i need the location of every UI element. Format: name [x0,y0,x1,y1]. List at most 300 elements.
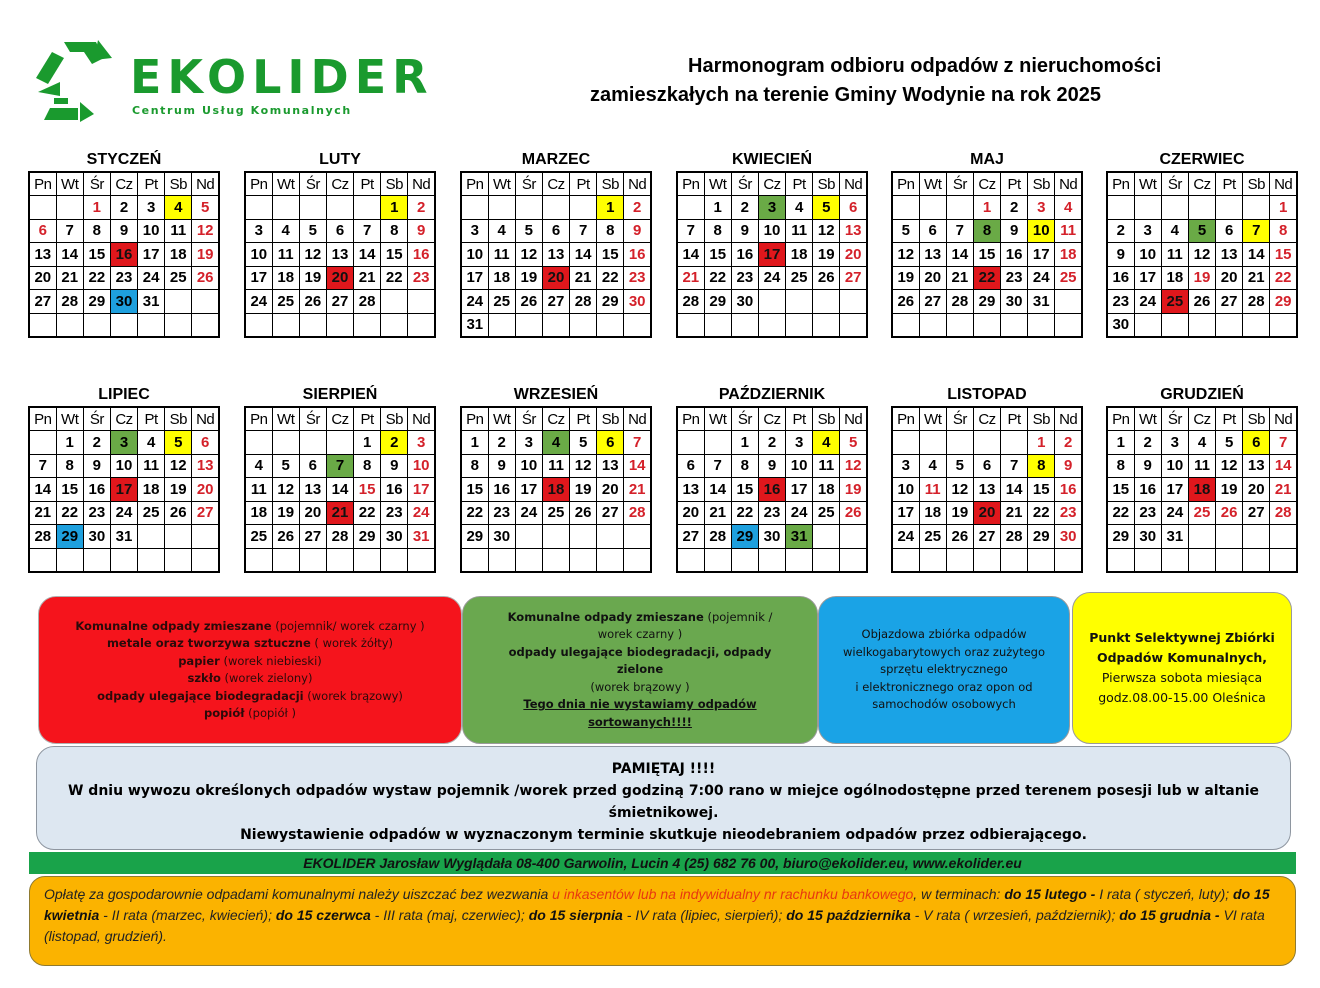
empty-day-cell [381,548,408,572]
weekday-label: Pt [1216,407,1243,431]
week-row [245,219,435,243]
week-row [245,243,435,267]
day-cell: 6 [1243,431,1270,455]
day-cell: 27 [1216,290,1243,314]
day-cell: 30 [1134,525,1161,549]
weekday-label: Cz [973,407,1000,431]
day-cell: 28 [1270,501,1297,525]
day-cell: 20 [1216,266,1243,290]
day-cell: 19 [299,266,326,290]
day-cell: 1 [704,196,731,220]
empty-day-cell [919,196,946,220]
day-cell: 16 [758,478,785,502]
weekday-label: Nd [192,172,219,196]
weekday-label: Nd [624,407,651,431]
week-row [245,501,435,525]
day-cell: 30 [1001,290,1028,314]
empty-day-cell [786,290,813,314]
day-cell: 9 [408,219,435,243]
day-cell: 23 [1107,290,1134,314]
day-cell: 15 [597,243,624,267]
day-cell: 8 [461,454,488,478]
day-cell: 26 [1188,290,1215,314]
day-cell: 8 [83,219,110,243]
day-cell: 30 [731,290,758,314]
day-cell: 3 [461,219,488,243]
legend-red-line: szkło [187,671,221,685]
day-cell: 2 [1134,431,1161,455]
day-cell: 21 [1243,266,1270,290]
day-cell: 13 [29,243,56,267]
day-cell: 21 [704,501,731,525]
week-row [1107,266,1297,290]
month-calendar [676,149,868,338]
day-cell: 14 [570,243,597,267]
weekday-label: Pn [1107,407,1134,431]
day-cell: 12 [165,454,192,478]
day-cell: 30 [1107,313,1134,337]
day-cell: 20 [299,501,326,525]
weekday-label: Cz [758,407,785,431]
week-row [1107,313,1297,337]
week-row [892,243,1082,267]
day-cell: 4 [813,431,840,455]
day-cell: 18 [542,478,569,502]
day-cell: 27 [840,266,867,290]
empty-day-cell [83,548,110,572]
weekday-label: Cz [542,407,569,431]
empty-day-cell [1055,313,1082,337]
payment-deadline: do 15 czerwca [275,907,371,923]
day-cell: 14 [1243,243,1270,267]
weekday-label: Pt [138,172,165,196]
month-table [460,171,652,338]
day-cell: 1 [1270,196,1297,220]
empty-day-cell [570,548,597,572]
week-row [461,478,651,502]
day-cell: 22 [461,501,488,525]
day-cell: 24 [245,290,272,314]
legend-red-line: popiół [204,706,245,720]
weekday-label: Wt [704,172,731,196]
remember-line: W dniu wywozu określonych odpadów wystaw pojemnik /worek przed godziną 7:00 rano w miejce ogólnodostępne przed terenem posesji lub w altanie śmietnikowej. [67,783,1260,821]
day-cell: 18 [245,501,272,525]
empty-day-cell [1188,196,1215,220]
empty-day-cell [1107,196,1134,220]
day-cell: 25 [138,501,165,525]
page-title [560,52,1260,110]
day-cell: 23 [408,266,435,290]
payment-installment: - III rata (maj, czerwiec); [370,907,529,923]
weekday-label: Nd [624,172,651,196]
day-cell: 9 [1134,454,1161,478]
weekday-label: Wt [919,172,946,196]
day-cell: 14 [946,243,973,267]
empty-day-cell [704,313,731,337]
day-cell: 3 [758,196,785,220]
week-row [1107,431,1297,455]
empty-day-cell [381,290,408,314]
empty-day-cell [570,525,597,549]
weekday-label: Pt [138,407,165,431]
day-cell: 21 [1001,501,1028,525]
day-cell: 14 [624,454,651,478]
weekday-label: Śr [515,172,542,196]
empty-day-cell [1188,525,1215,549]
empty-day-cell [165,525,192,549]
day-cell: 17 [461,266,488,290]
day-cell: 10 [110,454,137,478]
weekday-label: Śr [299,407,326,431]
day-cell: 15 [973,243,1000,267]
day-cell: 1 [56,431,83,455]
week-row [1107,548,1297,572]
day-cell: 12 [892,243,919,267]
day-cell: 6 [326,219,353,243]
day-cell: 28 [570,290,597,314]
payment-deadline: do 15 października [786,907,911,923]
day-cell: 17 [1134,266,1161,290]
week-row [29,219,219,243]
day-cell: 24 [1161,501,1188,525]
day-cell: 5 [892,219,919,243]
payment-installment: - V rata ( wrzesień, październik); [910,907,1120,923]
weekday-header-row [29,407,219,431]
legend-red-note: (pojemnik/ worek czarny ) [271,618,425,633]
empty-day-cell [892,196,919,220]
day-cell: 7 [677,219,704,243]
empty-day-cell [461,548,488,572]
weekday-label: Pt [1001,407,1028,431]
day-cell: 22 [597,266,624,290]
day-cell: 23 [1001,266,1028,290]
weekday-label: Wt [704,407,731,431]
weekday-label: Wt [56,172,83,196]
month-name: MAJ [970,151,1004,168]
weekday-label: Wt [1134,407,1161,431]
empty-day-cell [408,290,435,314]
empty-day-cell [326,313,353,337]
day-cell: 25 [786,266,813,290]
week-row [892,290,1082,314]
weekday-label: Pt [354,407,381,431]
day-cell: 2 [83,431,110,455]
day-cell: 7 [570,219,597,243]
month-name: LISTOPAD [947,386,1027,403]
day-cell: 14 [29,478,56,502]
weekday-label: Cz [973,172,1000,196]
week-row [461,313,651,337]
empty-day-cell [29,313,56,337]
empty-day-cell [731,548,758,572]
day-cell: 26 [299,290,326,314]
day-cell: 27 [677,525,704,549]
day-cell: 4 [1188,431,1215,455]
empty-day-cell [299,196,326,220]
weekday-label: Cz [1188,407,1215,431]
week-row [677,501,867,525]
day-cell: 11 [138,454,165,478]
week-row [1107,525,1297,549]
day-cell: 12 [840,454,867,478]
day-cell: 15 [381,243,408,267]
day-cell: 6 [677,454,704,478]
day-cell: 27 [326,290,353,314]
day-cell: 10 [1161,454,1188,478]
day-cell: 13 [973,478,1000,502]
empty-day-cell [192,290,219,314]
empty-day-cell [1134,313,1161,337]
empty-day-cell [677,548,704,572]
day-cell: 30 [110,290,137,314]
empty-day-cell [1107,548,1134,572]
week-row [461,454,651,478]
day-cell: 15 [83,243,110,267]
day-cell: 12 [1188,243,1215,267]
day-cell: 2 [408,196,435,220]
empty-day-cell [570,313,597,337]
month-calendar [676,384,868,573]
day-cell: 23 [1134,501,1161,525]
legend-blue-line: wielkogabarytowych oraz zużytego [843,644,1045,659]
day-cell: 23 [110,266,137,290]
legend-green-note: (pojemnik / worek czarny ) [597,609,773,642]
day-cell: 9 [624,219,651,243]
day-cell: 19 [813,243,840,267]
payment-text: Opłatę za gospodarownie odpadami komunalnymi należy uiszczać bez wezwania [44,886,553,902]
day-cell: 16 [731,243,758,267]
day-cell: 4 [272,219,299,243]
legend-pszok [1072,592,1292,744]
empty-day-cell [1161,313,1188,337]
empty-day-cell [1055,548,1082,572]
week-row [677,431,867,455]
day-cell: 16 [110,243,137,267]
empty-day-cell [1001,548,1028,572]
day-cell: 26 [165,501,192,525]
month-name: STYCZEŃ [86,151,162,168]
day-cell: 5 [840,431,867,455]
day-cell: 28 [704,525,731,549]
day-cell: 13 [597,454,624,478]
empty-day-cell [973,313,1000,337]
week-row [892,454,1082,478]
month-table [1106,406,1298,573]
weekday-label: Pn [677,407,704,431]
legend-blue-line: sprzętu elektrycznego [880,662,1008,677]
weekday-label: Nd [1270,407,1297,431]
day-cell: 11 [919,478,946,502]
day-cell: 16 [488,478,515,502]
week-row [245,196,435,220]
day-cell: 12 [192,219,219,243]
empty-day-cell [946,548,973,572]
day-cell: 6 [1216,219,1243,243]
empty-day-cell [946,196,973,220]
week-row [245,313,435,337]
day-cell: 14 [326,478,353,502]
empty-day-cell [1161,196,1188,220]
empty-day-cell [272,313,299,337]
day-cell: 11 [786,219,813,243]
empty-day-cell [624,313,651,337]
day-cell: 24 [461,290,488,314]
day-cell: 16 [624,243,651,267]
remember-heading: PAMIĘTAJ !!!! [611,761,716,777]
day-cell: 18 [1055,243,1082,267]
week-row [677,243,867,267]
empty-day-cell [56,313,83,337]
empty-day-cell [1270,313,1297,337]
empty-day-cell [704,548,731,572]
day-cell: 25 [1188,501,1215,525]
empty-day-cell [786,548,813,572]
empty-day-cell [299,313,326,337]
weekday-label: Sb [1243,407,1270,431]
empty-day-cell [1055,290,1082,314]
weekday-label: Wt [272,172,299,196]
day-cell: 1 [354,431,381,455]
weekday-label: Nd [1055,407,1082,431]
empty-day-cell [919,313,946,337]
day-cell: 25 [488,290,515,314]
day-cell: 11 [165,219,192,243]
day-cell: 6 [542,219,569,243]
empty-day-cell [840,548,867,572]
empty-day-cell [1243,196,1270,220]
weekday-label: Cz [110,172,137,196]
empty-day-cell [1028,548,1055,572]
weekday-label: Śr [946,407,973,431]
day-cell: 20 [677,501,704,525]
legend-red-line: Komunalne odpady zmieszane [75,618,272,633]
day-cell: 3 [1161,431,1188,455]
week-row [1107,290,1297,314]
day-cell: 17 [1161,478,1188,502]
weekday-header-row [677,172,867,196]
legend-green-note: (worek brązowy ) [590,679,690,694]
empty-day-cell [56,196,83,220]
day-cell: 14 [677,243,704,267]
payment-notice [29,876,1296,966]
empty-day-cell [786,313,813,337]
month-name: WRZESIEŃ [513,386,599,403]
day-cell: 17 [408,478,435,502]
weekday-label: Nd [192,407,219,431]
day-cell: 4 [786,196,813,220]
day-cell: 28 [56,290,83,314]
week-row [677,219,867,243]
day-cell: 27 [542,290,569,314]
weekday-label: Cz [1188,172,1215,196]
empty-day-cell [245,431,272,455]
empty-day-cell [354,196,381,220]
empty-day-cell [597,313,624,337]
weekday-label: Cz [326,172,353,196]
day-cell: 1 [83,196,110,220]
week-row [245,266,435,290]
payment-installment: - II rata (marzec, kwiecień); [99,907,276,923]
empty-day-cell [272,196,299,220]
month-calendar [28,384,220,573]
weekday-header-row [461,407,651,431]
day-cell: 12 [946,478,973,502]
month-name: GRUDZIEŃ [1160,386,1244,403]
day-cell: 10 [758,219,785,243]
weekday-label: Pn [245,172,272,196]
weekday-label: Cz [758,172,785,196]
day-cell: 27 [919,290,946,314]
title-line-1: Harmonogram odbioru odpadów z nieruchomości [688,55,1162,77]
day-cell: 22 [354,501,381,525]
day-cell: 29 [1028,525,1055,549]
day-cell: 20 [919,266,946,290]
day-cell: 29 [973,290,1000,314]
day-cell: 24 [408,501,435,525]
empty-day-cell [1216,196,1243,220]
day-cell: 4 [1161,219,1188,243]
week-row [461,290,651,314]
day-cell: 31 [1161,525,1188,549]
day-cell: 13 [919,243,946,267]
empty-day-cell [1270,548,1297,572]
empty-day-cell [813,525,840,549]
day-cell: 5 [946,454,973,478]
day-cell: 15 [461,478,488,502]
empty-day-cell [542,525,569,549]
day-cell: 5 [272,454,299,478]
day-cell: 1 [381,196,408,220]
day-cell: 9 [758,454,785,478]
day-cell: 6 [192,431,219,455]
day-cell: 16 [1107,266,1134,290]
payment-deadline: do 15 sierpnia [528,907,623,923]
empty-day-cell [354,313,381,337]
empty-day-cell [1216,525,1243,549]
weekday-label: Pn [461,407,488,431]
day-cell: 14 [354,243,381,267]
day-cell: 26 [813,266,840,290]
day-cell: 24 [892,525,919,549]
weekday-label: Wt [1134,172,1161,196]
weekday-label: Cz [110,407,137,431]
week-row [677,454,867,478]
day-cell: 10 [515,454,542,478]
day-cell: 7 [1243,219,1270,243]
empty-day-cell [461,196,488,220]
day-cell: 28 [1243,290,1270,314]
day-cell: 8 [973,219,1000,243]
legend-blue-line: i elektronicznego oraz opon od [855,679,1033,694]
month-calendar [460,149,652,338]
weekday-label: Sb [597,407,624,431]
weekday-header-row [677,407,867,431]
weekday-header-row [892,172,1082,196]
empty-day-cell [488,313,515,337]
week-row [677,313,867,337]
weekday-label: Sb [1028,407,1055,431]
empty-day-cell [919,431,946,455]
day-cell: 20 [973,501,1000,525]
day-cell: 29 [1270,290,1297,314]
empty-day-cell [840,290,867,314]
week-row [1107,196,1297,220]
empty-day-cell [1243,313,1270,337]
day-cell: 29 [597,290,624,314]
day-cell: 23 [488,501,515,525]
weekday-label: Sb [813,407,840,431]
month-calendar [1106,149,1298,338]
